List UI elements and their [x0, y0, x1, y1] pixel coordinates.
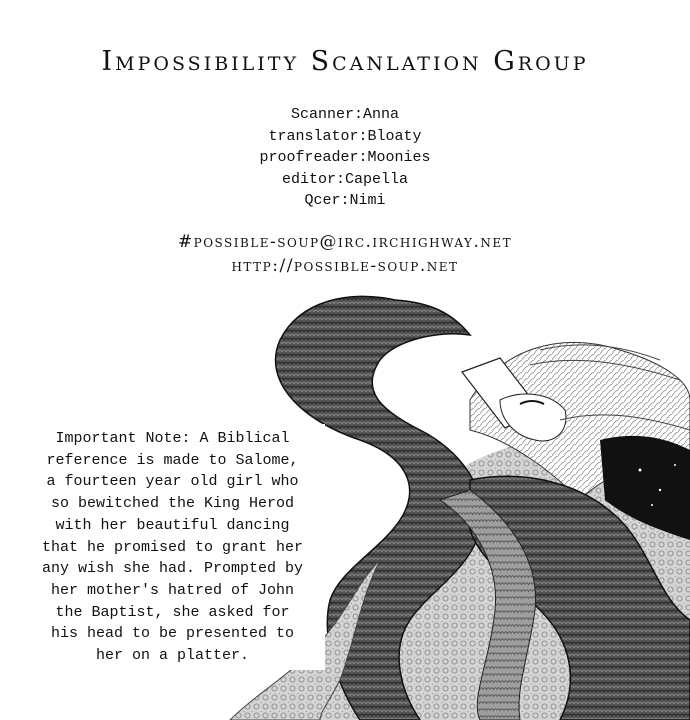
note-line: his head to be presented to	[50, 625, 295, 643]
note-line: that he promised to grant her	[41, 538, 304, 556]
note-line: any wish she had. Prompted by	[41, 560, 304, 578]
note-line: reference is made to Salome,	[46, 451, 299, 469]
group-title: Impossibility Scanlation Group	[101, 46, 589, 77]
important-note	[20, 428, 325, 667]
credits-list	[0, 104, 690, 212]
contact-links	[0, 230, 690, 278]
note-line: her on a platter.	[95, 647, 250, 665]
credit-scanner: Scanner:Anna	[290, 106, 400, 123]
credit-proofreader: proofreader:Moonies	[259, 149, 431, 166]
credit-translator: translator:Bloaty	[268, 127, 422, 145]
note-line: a fourteen year old girl who	[46, 473, 299, 491]
note-line: her mother's hatred of John	[50, 581, 295, 599]
note-line: Important Note: A Biblical	[55, 430, 290, 447]
note-line: so bewitched the King Herod	[50, 495, 295, 513]
note-line: the Baptist, she asked for	[55, 603, 290, 621]
website-url: http://possible-soup.net	[231, 256, 459, 276]
credit-editor: editor:Capella	[281, 170, 409, 188]
irc-channel: #possible-soup@irc.irchighway.net	[177, 232, 513, 252]
credit-qcer: Qcer:Nimi	[304, 192, 386, 209]
note-line: with her beautiful dancing	[55, 516, 290, 534]
